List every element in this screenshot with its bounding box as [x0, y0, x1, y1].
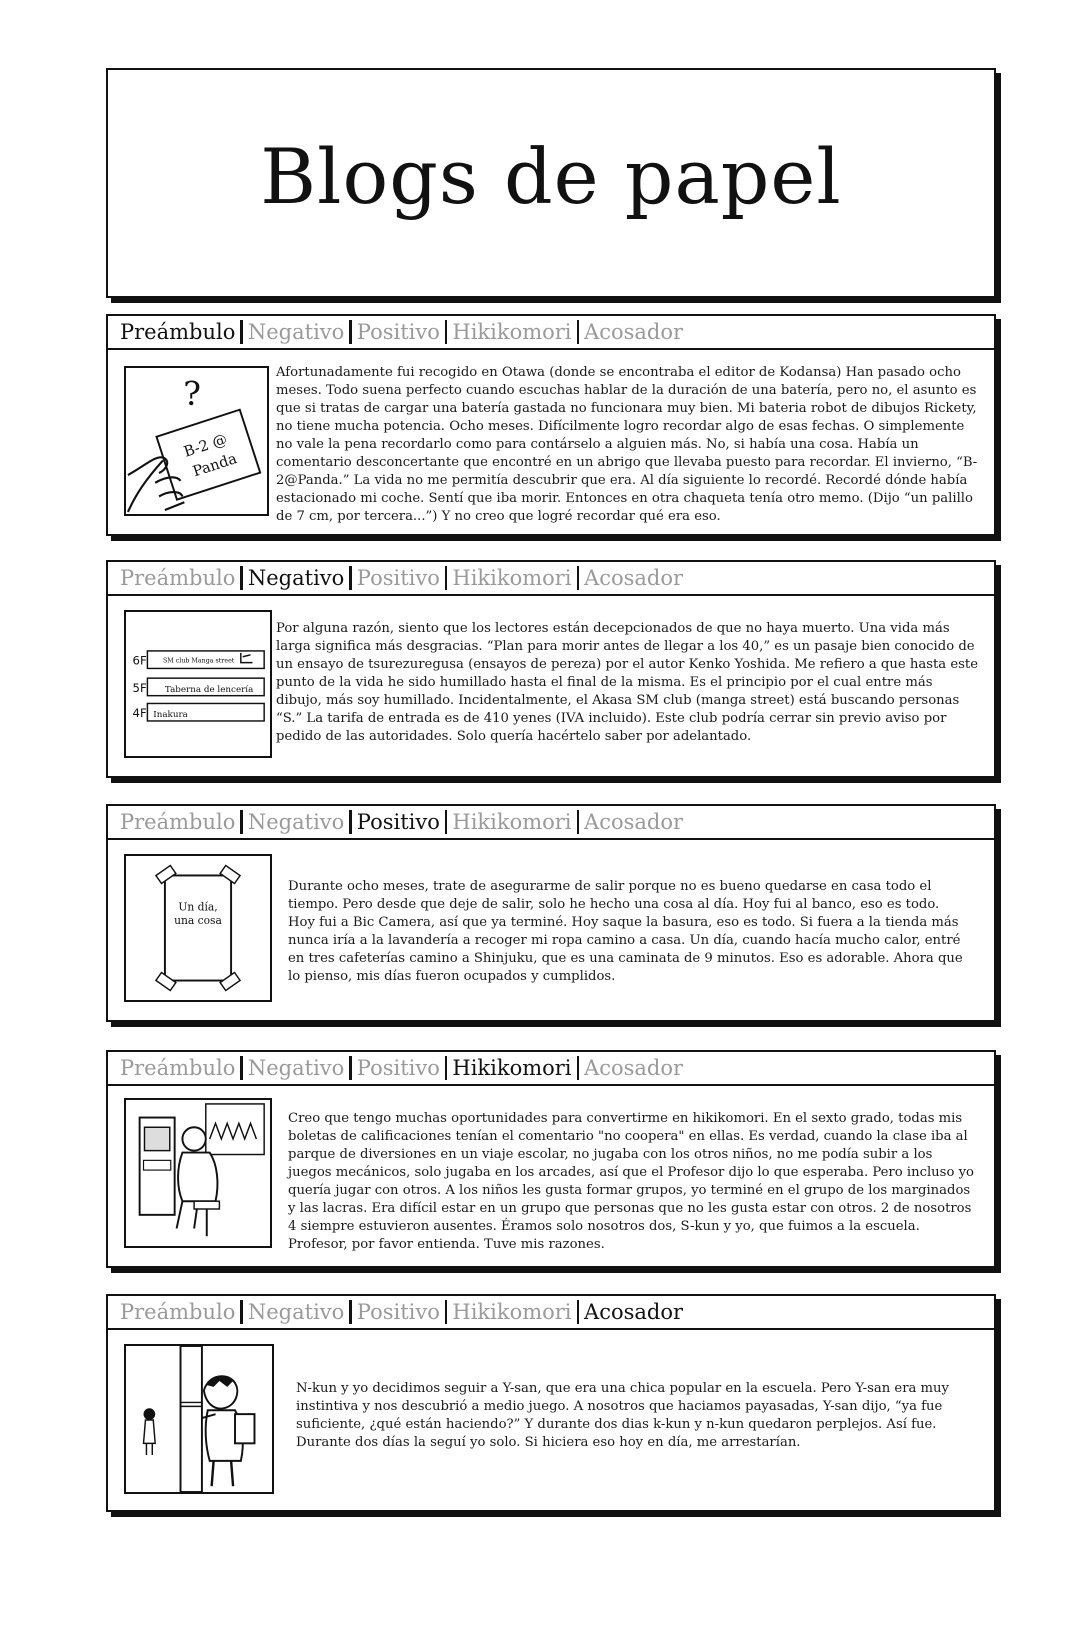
- entry-tab-bar: [108, 316, 994, 350]
- tab-negativo[interactable]: Negativo: [247, 566, 345, 590]
- tab-positivo[interactable]: Positivo: [356, 320, 440, 344]
- entry-tab-bar: [108, 806, 994, 840]
- sign-5f-text: Taberna de lencería: [164, 684, 254, 695]
- note-text-line-1: B-2 @: [181, 430, 230, 461]
- building-directory-icon: [124, 610, 272, 758]
- blog-entry-negativo: [106, 560, 996, 778]
- tab-acosador[interactable]: Acosador: [584, 1300, 684, 1324]
- tab-preambulo[interactable]: Preámbulo: [120, 1056, 236, 1080]
- taped-note-icon: [124, 854, 272, 1002]
- tab-hikikomori[interactable]: Hikikomori: [452, 1056, 572, 1080]
- entry-tab-bar: [108, 1052, 994, 1086]
- tab-positivo[interactable]: Positivo: [356, 1300, 440, 1324]
- tab-positivo[interactable]: Positivo: [356, 566, 440, 590]
- tab-negativo[interactable]: Negativo: [247, 1056, 345, 1080]
- question-mark-label: ?: [183, 374, 201, 414]
- title-box: [106, 68, 996, 298]
- tab-acosador[interactable]: Acosador: [584, 1056, 684, 1080]
- tab-acosador[interactable]: Acosador: [584, 320, 684, 344]
- note-line-1: Un día,: [178, 900, 218, 914]
- floor-5f-label: 5F: [132, 680, 147, 695]
- entry-text: Durante ocho meses, trate de asegurarme de salir porque no es bueno quedarse en casa todo el tiempo. Pero desde que deje de salir, solo he hecho una cosa al día. Hoy fui al banco, eso es todo. Hoy fui a Bic Camera, así que ya terminé. Hoy saque la basura, eso es todo. Si fuera a la tienda más nunca iría a la lavandería a recoger mi ropa camino a casa. Un día, cuando hacía mucho calor, entré en tres cafeterías camino a Shinjuku, que es una caminata de 9 minutos. Eso es adorable. Ahora que lo pienso, mis días fueron ocupados y cumplidos.: [288, 879, 963, 984]
- blog-entry-preambulo: [106, 314, 996, 536]
- tab-hikikomori[interactable]: Hikikomori: [452, 810, 572, 834]
- floor-6f-label: 6F: [132, 653, 147, 668]
- blog-entry-hikikomori: [106, 1050, 996, 1268]
- tab-negativo[interactable]: Negativo: [247, 1300, 345, 1324]
- tab-preambulo[interactable]: Preámbulo: [120, 566, 236, 590]
- tab-negativo[interactable]: Negativo: [247, 810, 345, 834]
- boy-hiding-icon: [124, 1344, 274, 1494]
- blog-entry-positivo: [106, 804, 996, 1022]
- tab-negativo[interactable]: Negativo: [247, 320, 345, 344]
- sign-6f-text: SM club Manga street: [162, 657, 235, 665]
- tab-hikikomori[interactable]: Hikikomori: [452, 566, 572, 590]
- note-text-line-2: Panda: [190, 450, 239, 481]
- entry-text: Por alguna razón, siento que los lectores están decepcionados de que no haya muerto. Una vida más larga significa más desgracias. “Plan para morir antes de llegar a los 40,” es un pasaje bien conocido de un ensayo de tsurezuregusa (ensayos de pereza) por el autor Kenko Yoshida. Me refiero a que hasta este punto de la vida he sido humillado hasta el final de la misma. Es el principio por el cual entre más dibujo, más soy humillado. Incidentalmente, el Akasa SM club (manga street) está buscando personas “S.” La tarifa de entrada es de 410 yenes (IVA incluido). Este club podría cerrar sin previo aviso por pedido de las autoridades. Solo quería hacértelo saber por adelantado.: [276, 621, 979, 744]
- tab-positivo[interactable]: Positivo: [356, 1056, 440, 1080]
- blog-entry-acosador: [106, 1294, 996, 1512]
- tab-preambulo[interactable]: Preámbulo: [120, 1300, 236, 1324]
- arcade-player-icon: [124, 1098, 272, 1248]
- tab-hikikomori[interactable]: Hikikomori: [452, 1300, 572, 1324]
- tab-acosador[interactable]: Acosador: [584, 810, 684, 834]
- entry-text: N-kun y yo decidimos seguir a Y-san, que era una chica popular en la escuela. Pero Y-san era muy instintiva y nos descubrió a medio juego. A nosotros que haciamos payasadas, Y-san dijo, “ya fue suficiente, ¿qué están haciendo?” Y durante dos dias k-kun y n-kun quedaron perplejos. Así fue. Durante dos días la seguí yo solo. Si hiciera eso hoy en día, me arrestarían.: [296, 1381, 949, 1450]
- hand-holding-note-icon: [124, 366, 269, 516]
- tab-acosador[interactable]: Acosador: [584, 566, 684, 590]
- sign-4f-text: Inakura: [153, 710, 188, 721]
- entry-tab-bar: [108, 1296, 994, 1330]
- tab-preambulo[interactable]: Preámbulo: [120, 810, 236, 834]
- tab-hikikomori[interactable]: Hikikomori: [452, 320, 572, 344]
- tab-preambulo[interactable]: Preámbulo: [120, 320, 236, 344]
- entry-text: Afortunadamente fui recogido en Otawa (donde se encontraba el editor de Kodansa) Han pasado ocho meses. Todo suena perfecto cuando escuchas hablar de la duración de una batería, pero no, el asunto es que si tratas de cargar una batería gastada no funcionara muy bien. Mi bateria robot de dibujos Rickety, no tiene mucha potencia. Ocho meses. Difícilmente logro recordar algo de esas fechas. O simplemente no vale la pena recordarlo como para contárselo a alguien más. No, si había una cosa. Había un comentario desconcertante que encontré en un abrigo que llevaba puesto para recordar. El invierno, “B-2@Panda.” La vida no me permitía descubrir que era. Al día siguiente lo recordé. Recordé dónde había estacionado mi coche. Sentí que iba morir. Entonces en otra chaqueta tenía otro memo. (Dijo “un palillo de 7 cm, por tercera...”) Y no creo que logré recordar qué era eso.: [276, 365, 978, 524]
- entry-tab-bar: [108, 562, 994, 596]
- floor-4f-label: 4F: [132, 706, 147, 721]
- tab-positivo[interactable]: Positivo: [356, 810, 440, 834]
- page-title: Blogs de papel: [260, 132, 842, 221]
- note-line-2: una cosa: [174, 914, 222, 928]
- entry-text: Creo que tengo muchas oportunidades para convertirme en hikikomori. En el sexto grado, todas mis boletas de calificaciones tenían el comentario "no coopera" en ellas. Es verdad, cuando la clase iba al parque de diversiones en un viaje escolar, no jugaba con los otros niños, no me podía subir a los juegos mecánicos, solo jugaba en los arcades, así que el Profesor dijo lo que esperaba. Pero incluso yo quería jugar con otros. A los niños les gusta formar grupos, yo terminé en el grupo de los marginados y las lacras. Era difícil estar en un grupo que personas que no les gusta estar con otros. 2 de nosotros 4 siempre estuvieron ausentes. Éramos solo nosotros dos, S-kun y yo, que fuimos a la escuela. Profesor, por favor entienda. Tuve mis razones.: [288, 1111, 974, 1252]
